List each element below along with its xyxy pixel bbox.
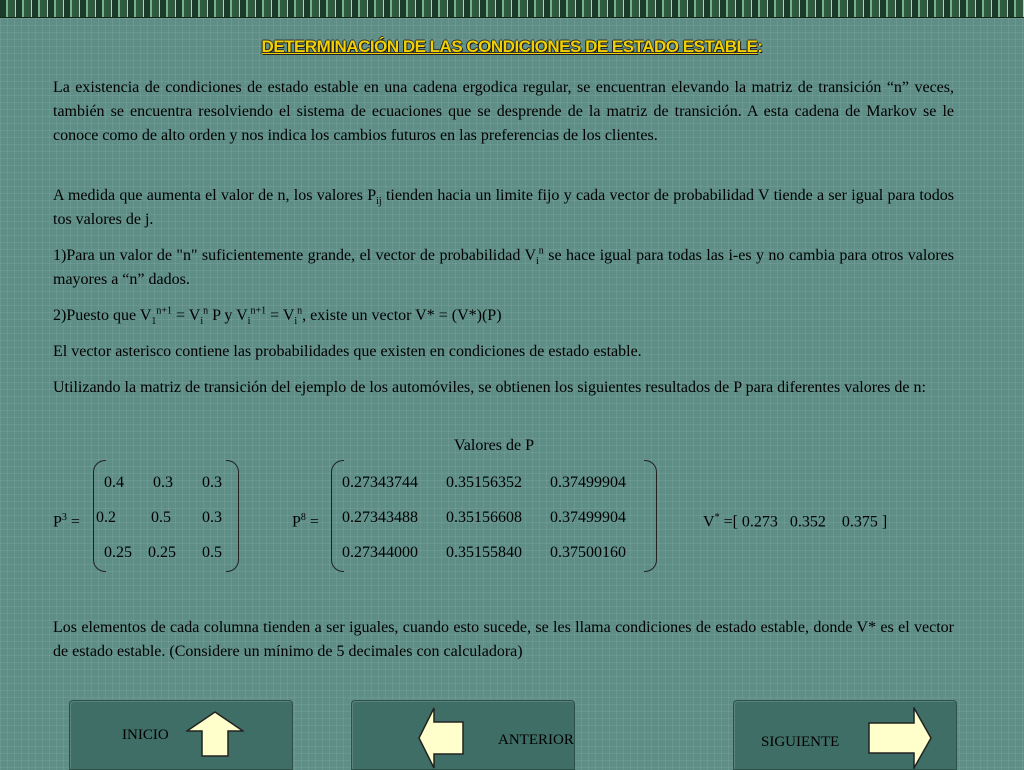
arrow-right-icon [868, 707, 932, 769]
p8-cell-1-1: 0.35156608 [446, 509, 522, 526]
page-title-text: DETERMINACIÓN DE LAS CONDICIONES DE ESTADO ESTABLE [261, 37, 758, 56]
para4-text-a: 2)Puesto que V [53, 307, 152, 324]
p8-cell-1-0: 0.27343488 [342, 509, 418, 526]
p3-bracket-right [226, 460, 239, 572]
p8-cell-0-0: 0.27343744 [342, 474, 418, 491]
para2-text-b: tienden hacia un limite fijo y cada vector de probabilidad V tiende a ser igual para todos tos valores de j. [53, 187, 954, 228]
para3-text-a: 1)Para un valor de "n" suficientemente grande, el vector de probabilidad V [53, 247, 537, 264]
para2-text-a: A medida que aumenta el valor de n, los valores P [53, 187, 377, 204]
vstar-sup: * [714, 512, 720, 523]
vstar-label: V [703, 513, 715, 531]
inicio-label: INICIO [122, 727, 169, 743]
p8-cell-0-2: 0.37499904 [550, 474, 626, 491]
inicio-button[interactable] [69, 700, 293, 770]
page-title [0, 37, 1024, 57]
para4-d-sup: n [297, 305, 303, 317]
p3-cell-1-0: 0.2 [96, 509, 116, 526]
paragraph-limit [53, 184, 954, 232]
p8-cell-2-1: 0.35155840 [446, 544, 522, 561]
p3-cell-0-0: 0.4 [104, 474, 124, 491]
p8-label-text: P [292, 513, 301, 531]
para4-a-sub: 1 [151, 316, 157, 328]
paragraph-point-1 [53, 244, 954, 292]
para4-d-sub: i [294, 316, 298, 328]
p8-cell-1-2: 0.37499904 [550, 509, 626, 526]
para3-text-b: se hace igual para todas las i-es y no cambia para otros valores mayores a “n” dados. [53, 247, 955, 288]
p3-cell-2-2: 0.5 [202, 544, 222, 561]
p8-eq: = [305, 513, 319, 531]
p8-label [292, 508, 319, 532]
arrow-up-icon [186, 711, 244, 757]
valores-label: Valores de P [454, 437, 534, 454]
arrow-left-icon [418, 707, 464, 769]
vstar-values: =[ 0.273 0.352 0.375 ] [719, 513, 888, 531]
para4-c-sup: n+1 [250, 305, 267, 317]
paragraph-intro: La existencia de condiciones de estado estable en una cadena ergodica regular, se encuentran elevando la matriz de transición “n” veces, también se encuentra resolviendo el sistema de ecuaciones que se desprende de la matriz de transición. A esta cadena de Markov se le conoce como de alto orden y nos indica los cambios futuros en las preferencias de los clientes. [53, 79, 954, 144]
para4-text-e: , existe un vector V* = (V*)(P) [302, 307, 502, 324]
p3-cell-2-1: 0.25 [148, 544, 176, 561]
decorative-top-band [0, 0, 1024, 18]
p3-cell-0-1: 0.3 [153, 474, 173, 491]
para3-sup: n [538, 245, 544, 257]
para4-c-sub: i [247, 316, 251, 328]
p8-cell-2-0: 0.27344000 [342, 544, 418, 561]
siguiente-button[interactable] [733, 700, 957, 770]
p3-cell-1-2: 0.3 [202, 509, 222, 526]
paragraph-example: Utilizando la matriz de transición del ejemplo de los automóviles, se obtienen los siguientes resultados de P para diferentes valores de n: [53, 379, 926, 396]
p3-cell-0-2: 0.3 [202, 474, 222, 491]
para4-b-sup: n [203, 305, 209, 317]
para3-sub: i [536, 256, 539, 268]
anterior-label: ANTERIOR [498, 732, 574, 748]
paragraph-point-2 [53, 304, 954, 328]
paragraph-conclusion: Los elementos de cada columna tienden a ser iguales, cuando esto sucede, se les llama condiciones de estado estable, donde V* es el vector de estado estable. (Considere un mínimo de 5 decimales con calculadora) [53, 619, 954, 660]
p8-bracket-right [644, 460, 657, 572]
p3-label [53, 508, 80, 532]
p8-sup: 8 [300, 512, 306, 523]
para4-text-b: = V [172, 307, 201, 324]
para4-a-sup: n+1 [156, 305, 173, 317]
para2-sub: ij [376, 196, 382, 208]
p8-cell-2-2: 0.37500160 [550, 544, 626, 561]
p3-eq: = [66, 513, 80, 531]
p3-sup: 3 [61, 512, 67, 523]
vstar-vector [703, 508, 887, 532]
para4-text-c: P y V [208, 307, 248, 324]
p3-cell-2-0: 0.25 [104, 544, 132, 561]
para4-text-d: = V [266, 307, 295, 324]
paragraph-vector: El vector asterisco contiene las probabilidades que existen en condiciones de estado estable. [53, 343, 642, 360]
p3-label-text: P [53, 513, 62, 531]
para4-b-sub: i [200, 316, 204, 328]
p3-cell-1-1: 0.5 [151, 509, 171, 526]
siguiente-label: SIGUIENTE [761, 734, 840, 750]
p8-cell-0-1: 0.35156352 [446, 474, 522, 491]
page-title-suffix: : [757, 37, 763, 56]
anterior-button[interactable] [351, 700, 575, 770]
